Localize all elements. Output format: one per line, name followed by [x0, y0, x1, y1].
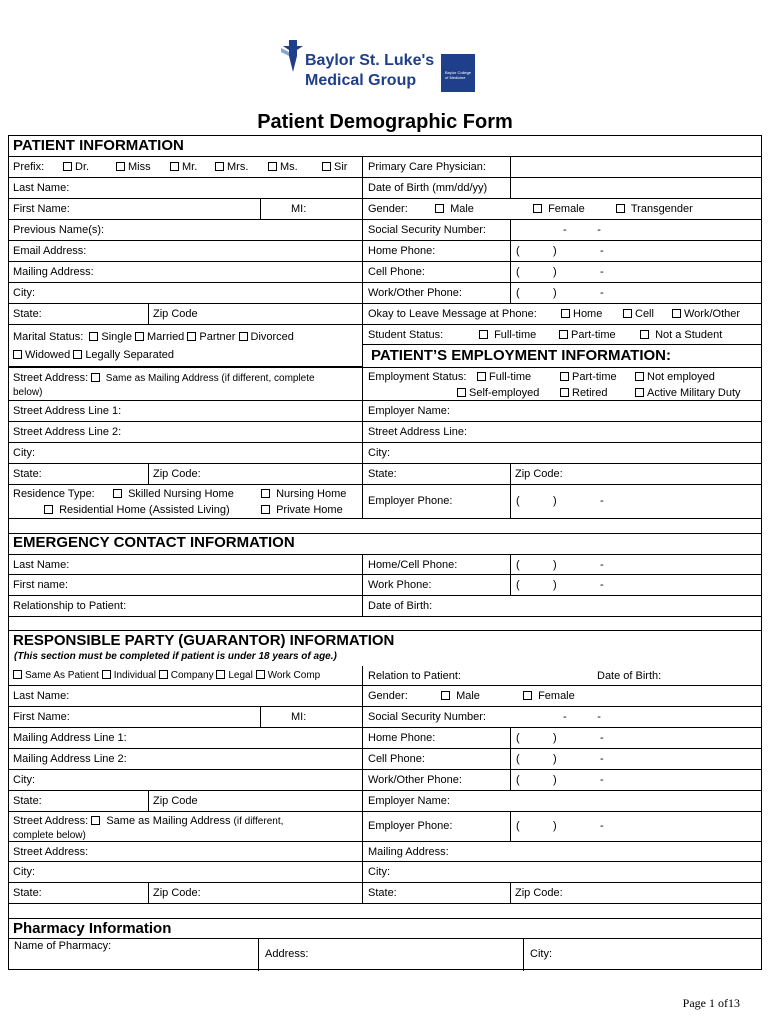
g-city2-label: City: — [13, 866, 35, 878]
paren-open: ( — [516, 559, 520, 571]
divider — [523, 939, 524, 971]
g-mailing-label: Mailing Address: — [368, 846, 449, 858]
employer-state-row[interactable] — [362, 464, 762, 485]
msg-home-label: Home — [573, 308, 603, 320]
g-ssn-field[interactable] — [362, 707, 762, 728]
g-employer-phone-label: Employer Phone: — [368, 820, 453, 832]
g-work-phone-field[interactable] — [362, 770, 762, 791]
prefix-ms-checkbox[interactable] — [268, 162, 277, 171]
pcp-row[interactable] — [362, 156, 762, 178]
dash: - — [600, 579, 604, 591]
g-female-checkbox[interactable] — [523, 691, 532, 700]
g-zip2-label: Zip Code: — [153, 887, 201, 899]
street-address-label: Street Address: — [13, 372, 89, 384]
street-address-row — [8, 367, 362, 401]
logo-line1: Baylor St. Luke's — [305, 52, 435, 69]
gender-row — [362, 199, 762, 220]
relation-row[interactable] — [362, 666, 762, 686]
emp-full-checkbox[interactable] — [477, 372, 486, 381]
ec-relationship-field[interactable] — [8, 596, 362, 617]
paren-close: ) — [553, 287, 557, 299]
ssn-field[interactable] — [362, 220, 762, 241]
not-student-checkbox[interactable] — [640, 330, 649, 339]
residence-label: Residence Type: — [13, 488, 95, 500]
first-name-label: First Name: — [13, 203, 70, 215]
g-state-row[interactable] — [8, 791, 362, 812]
student-full-checkbox[interactable] — [479, 330, 488, 339]
gender-male-checkbox[interactable] — [435, 204, 444, 213]
prefix-miss-checkbox[interactable] — [116, 162, 125, 171]
employment-title: PATIENT’S EMPLOYMENT INFORMATION: — [371, 347, 671, 364]
ec-work-label: Work Phone: — [368, 579, 432, 591]
g-female-label: Female — [538, 690, 575, 702]
partner-checkbox[interactable] — [187, 332, 196, 341]
dash: - — [600, 820, 604, 832]
g-street-label: Street Address: — [13, 846, 89, 858]
paren-close: ) — [553, 559, 557, 571]
dash: - — [600, 495, 604, 507]
individual-checkbox[interactable] — [102, 670, 111, 679]
prefix-dr-label: Dr. — [75, 161, 90, 173]
paren-close: ) — [553, 820, 557, 832]
divider — [148, 464, 149, 485]
employer-street-label: Street Address Line: — [368, 426, 468, 438]
gender-transgender-checkbox[interactable] — [616, 204, 625, 213]
prefix-mrs-checkbox[interactable] — [215, 162, 224, 171]
work-phone-label: Work/Other Phone: — [368, 287, 462, 299]
divider — [260, 199, 261, 220]
street2-field[interactable] — [8, 422, 362, 443]
msg-cell-checkbox[interactable] — [623, 309, 632, 318]
city2-label: City: — [13, 447, 35, 459]
divorced-checkbox[interactable] — [239, 332, 248, 341]
individual-label: Individual — [113, 670, 156, 681]
g-complete-below: complete below) — [13, 830, 86, 841]
married-checkbox[interactable] — [135, 332, 144, 341]
prefix-mr-label: Mr. — [182, 161, 198, 173]
divider — [148, 791, 149, 812]
g-city-field[interactable] — [8, 770, 362, 791]
mi-label: MI: — [291, 203, 307, 215]
guarantor-note: (This section must be completed if patient is under 18 years of age.) — [14, 651, 337, 662]
zip2-label: Zip Code: — [153, 468, 201, 480]
page-number: Page 1 of13 — [682, 996, 740, 1010]
g-home-phone-field[interactable] — [362, 728, 762, 749]
msg-work-label: Work/Other — [684, 308, 741, 320]
residence-row — [8, 485, 362, 519]
g-last-name-field[interactable] — [8, 686, 362, 707]
g-city-label: City: — [13, 774, 35, 786]
student-part-checkbox[interactable] — [559, 330, 568, 339]
paren-close: ) — [553, 732, 557, 744]
self-employed-checkbox[interactable] — [457, 388, 466, 397]
partner-label: Partner — [199, 331, 236, 343]
mailing-address-field[interactable] — [8, 262, 362, 283]
married-label: Married — [147, 331, 185, 343]
legal-checkbox[interactable] — [216, 670, 225, 679]
ec-work-phone-field[interactable] — [362, 575, 762, 596]
company-label: Company — [170, 670, 214, 681]
g-first-name-field[interactable] — [8, 707, 362, 728]
below-label: below) — [13, 387, 43, 398]
g-city3-label: City: — [368, 866, 390, 878]
msg-cell-label: Cell — [635, 308, 654, 320]
military-label: Active Military Duty — [647, 387, 741, 399]
street2-label: Street Address Line 2: — [13, 426, 122, 438]
email-field[interactable] — [8, 241, 362, 262]
prefix-dr-checkbox[interactable] — [63, 162, 72, 171]
paren-close: ) — [553, 579, 557, 591]
divider — [510, 262, 511, 283]
g-mail2-label: Mailing Address Line 2: — [13, 753, 127, 765]
prefix-mrs-label: Mrs. — [227, 161, 249, 173]
student-full-label: Full-time — [494, 329, 537, 341]
paren-close: ) — [553, 753, 557, 765]
cell-phone-field[interactable] — [362, 262, 762, 283]
employment-status-label: Employment Status: — [368, 371, 467, 383]
workcomp-checkbox[interactable] — [256, 670, 265, 679]
paren-open: ( — [516, 732, 520, 744]
private-label: Private Home — [276, 504, 343, 516]
dash: - — [600, 774, 604, 786]
student-part-label: Part-time — [571, 329, 616, 341]
employment-header — [362, 345, 762, 367]
workcomp-label: Work Comp — [267, 670, 321, 681]
employer-name-field[interactable] — [362, 401, 762, 422]
not-employed-label: Not employed — [647, 371, 715, 383]
pharmacy-city-label: City: — [530, 948, 552, 960]
pharmacy-address-label: Address: — [265, 948, 309, 960]
g-home-phone-label: Home Phone: — [368, 732, 436, 744]
g-employer-field[interactable] — [362, 791, 762, 812]
not-employed-checkbox[interactable] — [635, 372, 644, 381]
first-name-field[interactable] — [8, 199, 362, 220]
ec-first-name-field[interactable] — [8, 575, 362, 596]
paren-close: ) — [553, 774, 557, 786]
paren-open: ( — [516, 266, 520, 278]
previous-names-label: Previous Name(s): — [13, 224, 105, 236]
military-checkbox[interactable] — [635, 388, 644, 397]
divider — [510, 728, 511, 791]
ec-dob-field[interactable] — [362, 596, 762, 617]
employer-state-label: State: — [368, 468, 397, 480]
last-name-label: Last Name: — [13, 182, 70, 194]
skilled-label: Skilled Nursing Home — [128, 488, 234, 500]
g-state2-row[interactable] — [8, 883, 362, 904]
previous-names-field[interactable] — [8, 220, 362, 241]
divider — [510, 220, 511, 241]
employer-street-field[interactable] — [362, 422, 762, 443]
divider — [510, 485, 511, 519]
logo-badge: Baylor College of Medicine — [441, 54, 475, 92]
logo-line2: Medical Group — [305, 72, 417, 89]
home-phone-field[interactable] — [362, 241, 762, 262]
g-mailing-field[interactable] — [362, 842, 762, 862]
guarantor-dob-label: Date of Birth: — [597, 670, 662, 682]
dob-label: Date of Birth (mm/dd/yy) — [368, 182, 488, 194]
dash: - — [600, 287, 604, 299]
g-gender-row — [362, 686, 762, 707]
employer-label: Employer Name: — [368, 405, 450, 417]
divider — [510, 464, 511, 485]
residential-checkbox[interactable] — [44, 505, 53, 514]
legally-separated-checkbox[interactable] — [73, 350, 82, 359]
same-as-patient-checkbox[interactable] — [13, 670, 22, 679]
student-label: Student Status: — [368, 329, 444, 341]
prefix-sir-label: Sir — [334, 161, 348, 173]
logo — [279, 38, 479, 96]
g-ssn-label: Social Security Number: — [368, 711, 486, 723]
ec-first-label: First name: — [13, 579, 69, 591]
g-gender-label: Gender: — [368, 690, 408, 702]
paren-open: ( — [516, 245, 520, 257]
gender-label: Gender: — [368, 203, 408, 215]
g-male-label: Male — [456, 690, 480, 702]
city2-field[interactable] — [8, 443, 362, 464]
nursing-checkbox[interactable] — [261, 489, 270, 498]
g-state-label: State: — [13, 795, 42, 807]
paren-close: ) — [553, 495, 557, 507]
section-pharmacy: Pharmacy Information — [8, 918, 762, 939]
male-label: Male — [450, 203, 474, 215]
g-city2-field[interactable] — [8, 862, 362, 883]
city-field[interactable] — [8, 283, 362, 304]
g-cell-phone-label: Cell Phone: — [368, 753, 425, 765]
g-street-field[interactable] — [8, 842, 362, 862]
section-patient-info: PATIENT INFORMATION — [13, 137, 184, 154]
divider — [510, 883, 511, 904]
okay-message-row — [362, 304, 762, 325]
not-student-label: Not a Student — [655, 329, 723, 341]
ec-last-name-field[interactable] — [8, 554, 362, 575]
paren-open: ( — [516, 287, 520, 299]
okay-message-label: Okay to Leave Message at Phone: — [368, 308, 537, 320]
street1-field[interactable] — [8, 401, 362, 422]
transgender-label: Transgender — [630, 203, 693, 215]
student-status-row — [362, 325, 762, 345]
g-employer-phone-field[interactable] — [362, 812, 762, 842]
prefix-sir-checkbox[interactable] — [322, 162, 331, 171]
g-same-mail-label: Same as Mailing Address — [106, 815, 231, 827]
zip-label: Zip Code — [153, 308, 198, 320]
ec-last-label: Last Name: — [13, 559, 70, 571]
g-state2-label: State: — [13, 887, 42, 899]
prefix-miss-label: Miss — [128, 161, 151, 173]
logo-figure-icon — [279, 38, 307, 74]
g-mail1-field[interactable] — [8, 728, 362, 749]
home-phone-label: Home Phone: — [368, 245, 436, 257]
g-ssn-separator: - - — [563, 711, 601, 723]
mailing-label: Mailing Address: — [13, 266, 94, 278]
divider — [260, 707, 261, 728]
company-checkbox[interactable] — [159, 670, 168, 679]
g-zip-label: Zip Code — [153, 795, 198, 807]
g-first-label: First Name: — [13, 711, 70, 723]
g-street-same-label: Street Address: — [13, 815, 89, 827]
g-state3-row[interactable] — [362, 883, 762, 904]
g-cell-phone-field[interactable] — [362, 749, 762, 770]
pcp-label: Primary Care Physician: — [368, 161, 486, 173]
divider — [510, 283, 511, 304]
gender-female-checkbox[interactable] — [533, 204, 542, 213]
divider — [258, 939, 259, 971]
paren-open: ( — [516, 753, 520, 765]
ec-dob-label: Date of Birth: — [368, 600, 433, 612]
ssn-separator: - - — [563, 224, 601, 236]
employer-city-field[interactable] — [362, 443, 762, 464]
divider — [148, 883, 149, 904]
dash: - — [600, 266, 604, 278]
g-city3-field[interactable] — [362, 862, 762, 883]
same-as-patient-label: Same As Patient — [25, 670, 99, 681]
employer-phone-label: Employer Phone: — [368, 495, 453, 507]
g-mi-label: MI: — [291, 711, 307, 723]
paren-open: ( — [516, 774, 520, 786]
g-last-label: Last Name: — [13, 690, 70, 702]
self-employed-label: Self-employed — [469, 387, 540, 399]
relation-label: Relation to Patient: — [368, 670, 461, 682]
single-checkbox[interactable] — [89, 332, 98, 341]
pharmacy-row — [8, 938, 762, 970]
employer-zip-label: Zip Code: — [515, 468, 563, 480]
same-as-mailing-label: Same as Mailing Address (if different, complete — [105, 373, 315, 384]
g-zip3-label: Zip Code: — [515, 887, 563, 899]
state2-row[interactable] — [8, 464, 362, 485]
state-label: State: — [13, 308, 42, 320]
street1-label: Street Address Line 1: — [13, 405, 122, 417]
employment-status-row — [362, 367, 762, 401]
section-guarantor: RESPONSIBLE PARTY (GUARANTOR) INFORMATION — [8, 630, 762, 651]
dash: - — [600, 732, 604, 744]
emp-full-label: Full-time — [489, 371, 532, 383]
pharmacy-name-label: Name of Pharmacy: — [14, 940, 112, 952]
paren-close: ) — [553, 245, 557, 257]
work-phone-field[interactable] — [362, 283, 762, 304]
g-work-phone-label: Work/Other Phone: — [368, 774, 462, 786]
marital-label: Marital Status: — [13, 331, 84, 343]
state2-label: State: — [13, 468, 42, 480]
single-label: Single — [101, 331, 132, 343]
paren-close: ) — [553, 266, 557, 278]
g-mail1-label: Mailing Address Line 1: — [13, 732, 127, 744]
ec-relationship-label: Relationship to Patient: — [13, 600, 127, 612]
ec-home-cell-label: Home/Cell Phone: — [368, 559, 458, 571]
legal-label: Legal — [228, 670, 253, 681]
msg-work-checkbox[interactable] — [672, 309, 681, 318]
divider — [510, 178, 511, 199]
section-emergency: EMERGENCY CONTACT INFORMATION — [8, 533, 762, 552]
guarantor-type-row — [8, 666, 362, 686]
divider — [148, 304, 149, 325]
divorced-label: Divorced — [250, 331, 294, 343]
divider — [510, 156, 511, 177]
prefix-ms-label: Ms. — [280, 161, 298, 173]
residential-label: Residential Home (Assisted Living) — [59, 504, 230, 516]
ssn-label: Social Security Number: — [368, 224, 486, 236]
g-employer-label: Employer Name: — [368, 795, 450, 807]
private-checkbox[interactable] — [261, 505, 270, 514]
prefix-row — [8, 156, 362, 178]
dash: - — [600, 559, 604, 571]
g-state3-label: State: — [368, 887, 397, 899]
divider — [510, 812, 511, 842]
legally-separated-label: Legally Separated — [85, 349, 174, 361]
skilled-checkbox[interactable] — [113, 489, 122, 498]
dash: - — [600, 753, 604, 765]
marital-status-row — [8, 325, 362, 367]
emp-part-checkbox[interactable] — [560, 372, 569, 381]
employer-city-label: City: — [368, 447, 390, 459]
widowed-checkbox[interactable] — [13, 350, 22, 359]
nursing-label: Nursing Home — [276, 488, 347, 500]
employer-phone-field[interactable] — [362, 485, 762, 519]
dob-field[interactable] — [362, 178, 762, 199]
g-male-checkbox[interactable] — [441, 691, 450, 700]
widowed-label: Widowed — [25, 349, 71, 361]
prefix-mr-checkbox[interactable] — [170, 162, 179, 171]
last-name-field[interactable] — [8, 178, 362, 199]
city-label: City: — [13, 287, 35, 299]
emp-part-label: Part-time — [572, 371, 617, 383]
dash: - — [600, 245, 604, 257]
g-same-mail-checkbox[interactable] — [91, 816, 100, 825]
retired-label: Retired — [572, 387, 608, 399]
ec-home-cell-field[interactable] — [362, 554, 762, 575]
paren-open: ( — [516, 495, 520, 507]
paren-open: ( — [516, 820, 520, 832]
cell-phone-label: Cell Phone: — [368, 266, 425, 278]
divider — [510, 241, 511, 262]
g-street-same-row — [8, 812, 362, 842]
female-label: Female — [548, 203, 585, 215]
retired-checkbox[interactable] — [560, 388, 569, 397]
state-zip-row[interactable] — [8, 304, 362, 325]
prefix-label: Prefix: — [13, 161, 45, 173]
page-title: Patient Demographic Form — [257, 111, 513, 133]
paren-open: ( — [516, 579, 520, 591]
same-as-mailing-checkbox[interactable] — [91, 373, 100, 382]
g-mail2-field[interactable] — [8, 749, 362, 770]
email-label: Email Address: — [13, 245, 87, 257]
g-if-diff: (if different, — [233, 816, 284, 827]
msg-home-checkbox[interactable] — [561, 309, 570, 318]
